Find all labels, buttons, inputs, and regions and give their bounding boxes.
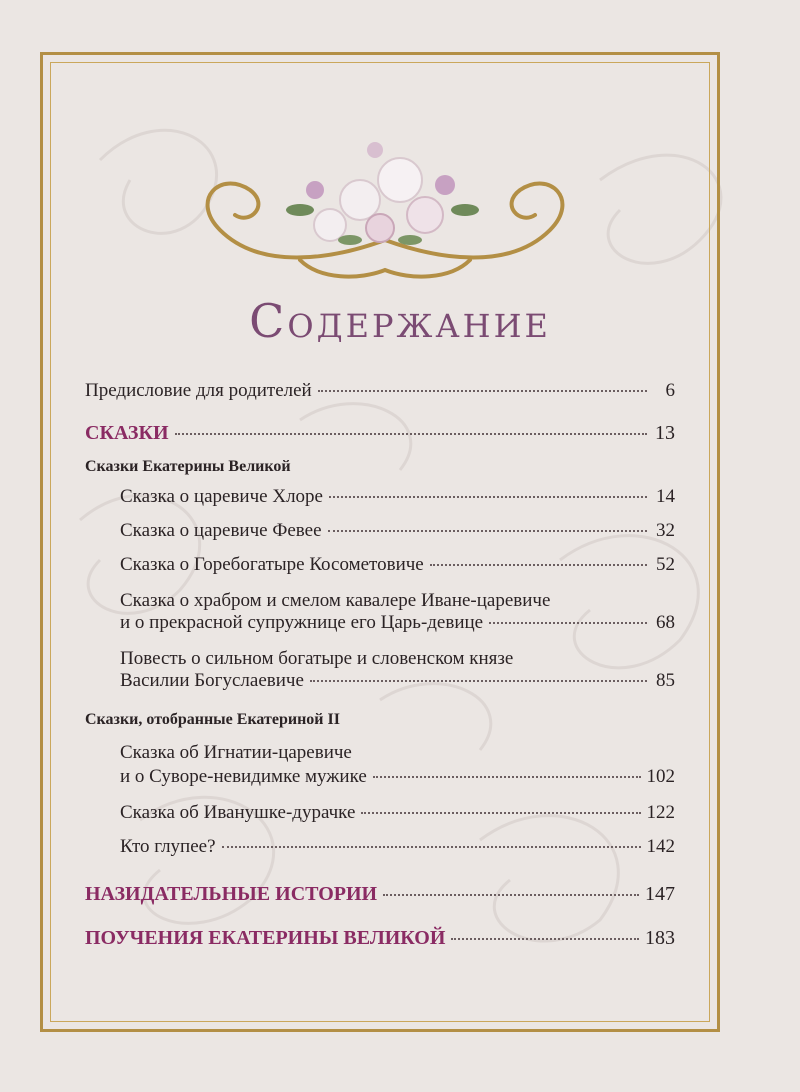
toc-entry-line1: Сказка об Игнатии-царевиче (120, 742, 352, 763)
toc-entry[interactable] (120, 764, 675, 789)
dot-leader (329, 496, 647, 498)
toc-entry-label: Сказка об Иванушке-дурачке (120, 802, 356, 823)
toc-entry[interactable] (120, 834, 675, 859)
toc-entry-teachings[interactable] (85, 926, 675, 951)
toc-entry-label: и о прекрасной супружнице его Царь-девице (120, 612, 484, 633)
toc-entry-tales[interactable] (85, 421, 675, 446)
toc-page-number: 32 (656, 520, 675, 541)
dot-leader (489, 622, 647, 624)
toc-section-heading: Сказки, отобранные Екатериной II (85, 711, 340, 728)
toc-entry-preface[interactable] (85, 378, 675, 403)
toc-page-number: 122 (646, 802, 675, 823)
toc-entry[interactable] (120, 668, 675, 693)
dot-leader (373, 776, 641, 778)
toc-entry[interactable] (120, 484, 675, 509)
toc-page-number: 68 (656, 612, 675, 633)
toc-entry-label: Сказка о царевиче Хлоре (120, 486, 323, 507)
page-title: Содержание (249, 294, 551, 348)
toc-entry-label: ПОУЧЕНИЯ ЕКАТЕРИНЫ ВЕЛИКОЙ (85, 927, 446, 949)
toc-page-number: 142 (646, 836, 675, 857)
dot-leader (328, 530, 647, 532)
dot-leader (383, 894, 639, 896)
toc-entry-label: и о Суворе-невидимке мужике (120, 766, 367, 787)
toc-entry-label: Кто глупее? (120, 836, 216, 857)
toc-page-number: 14 (656, 486, 675, 507)
toc-entry-line1: Сказка о храбром и смелом кавалере Иване-царевиче (120, 590, 551, 611)
toc-section-heading: Сказки Екатерины Великой (85, 458, 291, 475)
toc-entry-label: Сказка о царевиче Февее (120, 520, 322, 541)
toc-entry[interactable] (120, 610, 675, 635)
dot-leader (318, 390, 647, 392)
toc-entry[interactable] (120, 800, 675, 825)
toc-page-number: 183 (645, 927, 675, 949)
dot-leader (175, 433, 647, 435)
toc-page-number: 102 (646, 766, 675, 787)
dot-leader (310, 680, 647, 682)
toc-page-number: 13 (655, 422, 675, 444)
toc-entry-label: НАЗИДАТЕЛЬНЫЕ ИСТОРИИ (85, 883, 378, 905)
toc-entry[interactable] (120, 518, 675, 543)
floral-ornament-icon (180, 110, 590, 290)
toc-page-number: 147 (645, 883, 675, 905)
dot-leader (222, 846, 641, 848)
toc-entry[interactable] (120, 552, 675, 577)
dot-leader (451, 938, 639, 940)
toc-page-number: 52 (656, 554, 675, 575)
toc-entry-line1: Повесть о сильном богатыре и словенском князе (120, 648, 514, 669)
dot-leader (361, 812, 640, 814)
toc-entry-stories[interactable] (85, 882, 675, 907)
toc-entry-label: Предисловие для родителей (85, 380, 312, 401)
toc-page-number: 85 (656, 670, 675, 691)
toc-entry-label: Василии Богуслаевиче (120, 670, 304, 691)
toc-page-number: 6 (665, 380, 675, 401)
toc-entry-label: СКАЗКИ (85, 422, 169, 444)
toc-entry-label: Сказка о Горебогатыре Косометовиче (120, 554, 424, 575)
dot-leader (430, 564, 647, 566)
